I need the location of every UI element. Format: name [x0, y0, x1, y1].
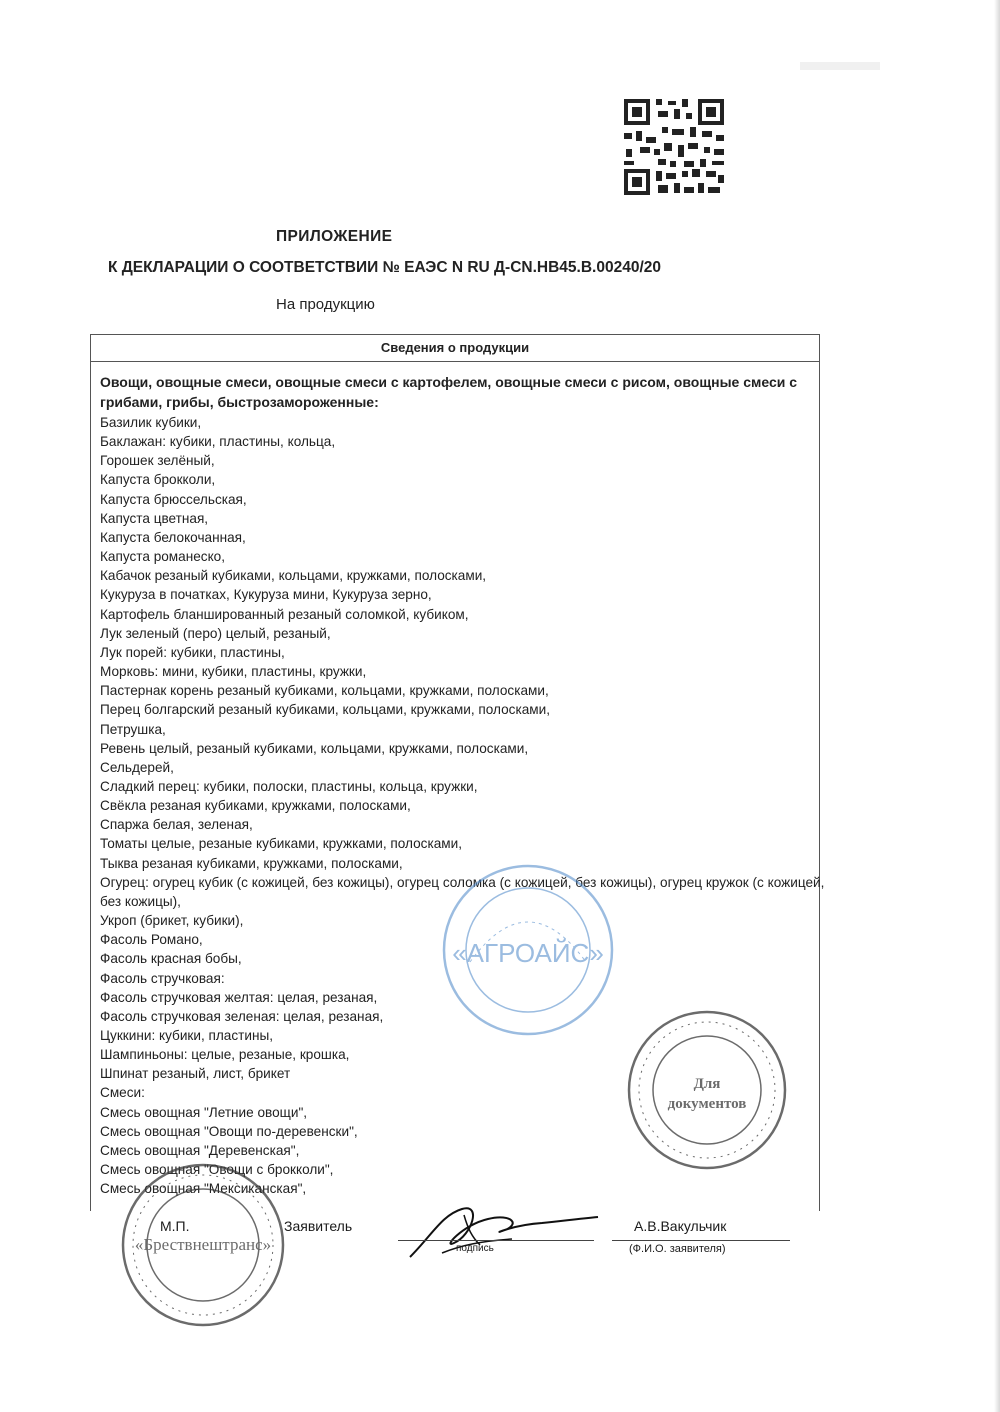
list-item: Томаты целые, резаные кубиками, кружками, полосками,	[100, 836, 462, 852]
list-item: Смеси:	[100, 1085, 145, 1101]
list-item: Лук зеленый (перо) целый, резаный,	[100, 625, 331, 641]
list-item: Перец болгарский резаный кубиками, кольцами, кружками, полосками,	[100, 702, 550, 718]
list-item: Лук порей: кубики, пластины,	[100, 644, 285, 660]
scan-smudge	[800, 62, 880, 70]
list-item: Пастернак корень резаный кубиками, кольцами, кружками, полосками,	[100, 683, 549, 699]
applicant-role-label: Заявитель	[284, 1218, 353, 1234]
list-item: Капуста романеско,	[100, 549, 226, 565]
documents-stamp-line2: документов	[667, 1096, 747, 1112]
seal-place-label: М.П.	[160, 1218, 190, 1234]
list-item: Укроп (брикет, кубики),	[100, 913, 244, 929]
applicant-name-caption: (Ф.И.О. заявителя)	[629, 1243, 726, 1255]
list-item: Капуста цветная,	[100, 510, 209, 526]
list-item: Кукуруза в початках, Кукуруза мини, Кукуруза зерно,	[100, 587, 432, 603]
list-item: Петрушка,	[100, 721, 166, 737]
list-item: Цуккини: кубики, пластины,	[100, 1028, 274, 1043]
list-item: Сельдерей,	[100, 759, 174, 775]
list-item: Ревень целый, резаный кубиками, кольцами, кружками, полосками,	[100, 740, 529, 756]
list-item: Фасоль стручковая зеленая: целая, резаная,	[100, 1008, 384, 1024]
product-category-intro: Овощи, овощные смеси, овощные смеси с картофелем, овощные смеси с рисом, овощные смеси с грибами, грибы, быстрозамороженные:	[100, 374, 798, 410]
declaration-number: К ДЕКЛАРАЦИИ О СООТВЕТСТВИИ № ЕАЭС N RU Д-CN.НВ45.В.00240/20	[108, 259, 661, 276]
brest-stamp	[118, 1160, 288, 1330]
list-item: Фасоль стручковая:	[100, 970, 225, 986]
list-item: Огурец: огурец кубик (с кожицей, без кожицы), огурец соломка (с кожицей, без кожицы), огурец кружок (с кожицей, без кожицы),	[100, 874, 825, 909]
list-item: Капуста брюссельская,	[100, 491, 247, 507]
list-item: Фасоль стручковая желтая: целая, резаная,	[100, 989, 378, 1005]
list-item: Морковь: мини, кубики, пластины, кружки,	[100, 664, 367, 680]
brest-stamp-text: «Брествнештранс»	[134, 1235, 272, 1254]
list-item: Горошек зелёный,	[100, 453, 215, 469]
list-item: Сладкий перец: кубики, полоски, пластины, кольца, кружки,	[100, 778, 478, 794]
list-item: Шампиньоны: целые, резаные, крошка,	[100, 1047, 350, 1063]
list-item: Шпинат резаный, лист, брикет	[100, 1066, 291, 1082]
scan-edge-shadow	[994, 0, 1000, 1412]
signature-line	[398, 1240, 594, 1241]
agroice-stamp	[440, 862, 616, 1038]
list-item: Картофель бланшированный резаный соломкой, кубиком,	[100, 606, 469, 622]
table-header: Сведения о продукции	[91, 335, 819, 362]
list-item: Смесь овощная "Овощи по-деревенски",	[100, 1123, 358, 1139]
list-item: Смесь овощная "Мексиканская",	[100, 1181, 307, 1197]
agroice-stamp-text: «АГРОАЙС»	[452, 938, 604, 968]
list-item: Базилик кубики,	[100, 415, 202, 430]
list-item: Тыква резаная кубиками, кружками, полосками,	[100, 855, 403, 871]
list-item: Баклажан: кубики, пластины, кольца,	[100, 434, 336, 450]
applicant-name: А.В.Вакульчик	[634, 1218, 727, 1234]
list-item: Свёкла резаная кубиками, кружками, полосками,	[100, 798, 411, 814]
document-title: ПРИЛОЖЕНИЕ	[276, 228, 393, 245]
list-item: Капуста брокколи,	[100, 472, 216, 488]
document-subtitle: На продукцию	[276, 296, 375, 313]
list-item: Капуста белокочанная,	[100, 529, 246, 545]
list-item: Смесь овощная "Овощи с брокколи",	[100, 1162, 334, 1178]
list-item: Спаржа белая, зеленая,	[100, 817, 253, 833]
handwritten-signature	[402, 1195, 602, 1267]
name-line	[612, 1240, 790, 1241]
qr-code-icon	[622, 97, 726, 197]
documents-stamp	[625, 1008, 789, 1172]
list-item: Фасоль красная бобы,	[100, 951, 242, 967]
list-item: Кабачок резаный кубиками, кольцами, кружками, полосками,	[100, 568, 487, 584]
signature-caption: подпись	[456, 1243, 494, 1254]
list-item: Фасоль Романо,	[100, 932, 203, 948]
documents-stamp-line1: Для	[693, 1076, 721, 1092]
list-item: Смесь овощная "Деревенская",	[100, 1142, 300, 1158]
list-item: Смесь овощная "Летние овощи",	[100, 1104, 308, 1120]
